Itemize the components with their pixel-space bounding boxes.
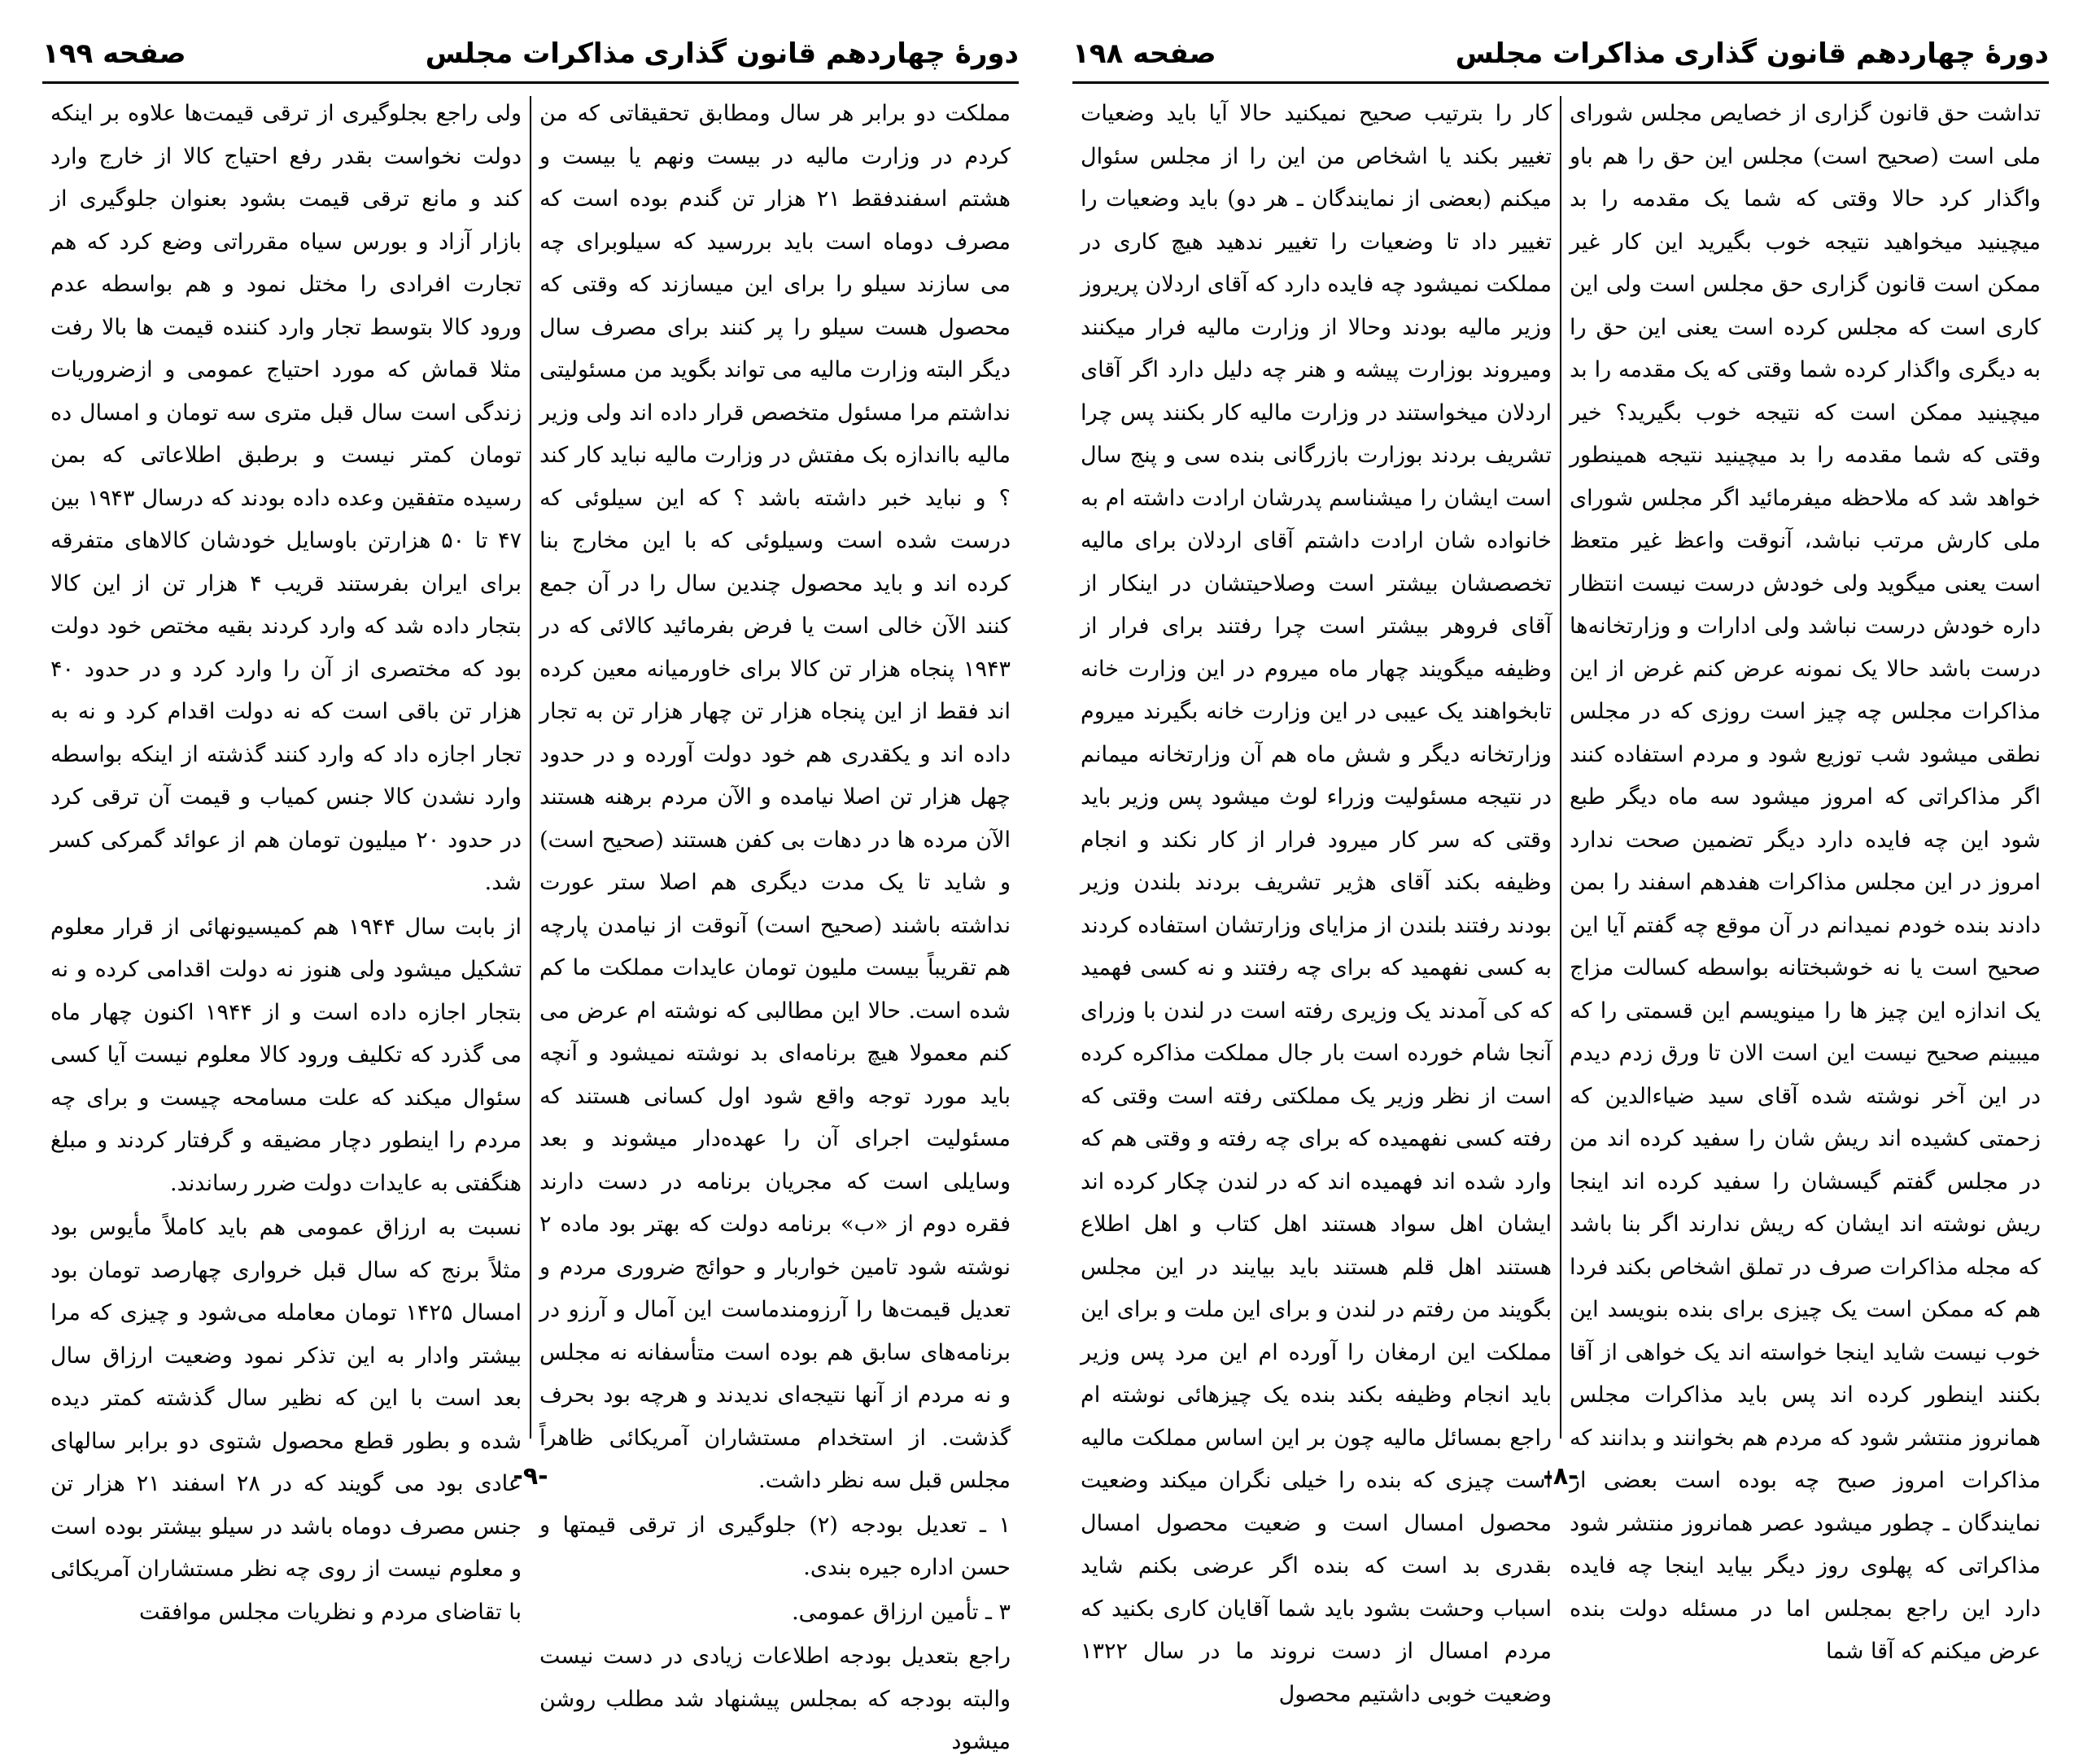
column-divider xyxy=(530,96,531,1439)
column-divider xyxy=(1560,96,1561,1439)
page-number-label: صفحه ۱۹۸ xyxy=(1072,37,1216,70)
page-footer-number: -۹- xyxy=(513,1462,548,1491)
paragraph: ولی راجع بجلوگیری از ترقی قیمت‌ها علاوه بر اینکه دولت نخواست بقدر رفع احتیاج کالا از خارج وارد کند و مانع ترقی قیمت بشود بعنوان جلوگیری از بازار آزاد و بورس سیاه مقرراتی وضع کرد که هم تجارت افرادی را مختل نمود و هم بواسطه عدم ورود کالا بتوسط تجار وارد کننده قیمت ها بالا رفت مثلا قماش که مورد احتیاج عمومی و ازضروریات زندگی است سال قبل متری سه تومان و امسال ده تومان کمتر نیست و برطبق اطلاعاتی که بمن رسیده متفقین وعده داده بودند که درسال ۱۹۴۳ بین ۴۷ تا ۵۰ هزارتن باوسایل خودشان کالاهای متفرقه برای ایران بفرستند قریب ۴ هزار تن از این کالا بتجار داده شد که وارد کردند بقیه مختص خود دولت بود که مختصری از آن را وارد کرد و در حدود ۴۰ هزار تن باقی است که نه دولت اقدام کرد و نه به تجار اجازه داد که وارد کنند گذشته از اینکه بواسطه وارد نشدن کالا جنس کمیاب و قیمت آن ترقی کرد در حدود ۲۰ میلیون تومان هم از عوائد گمرکی کسر شد. xyxy=(50,101,522,895)
text-column-left xyxy=(42,93,530,1625)
page-number-label: صفحه ۱۹۹ xyxy=(42,37,186,70)
text-columns xyxy=(42,93,1019,1754)
paragraph: تداشت حق قانون گزاری از خصایص مجلس شورای ملی است (صحیح است) مجلس این حق را هم باو واگذار کرد حالا وقتی که شما یک مقدمه را بد میچینید میخواهید نتیجه خوب بگیرید این کار غیر ممکن است قانون گزاری حق مجلس است ولی این کاری است که مجلس کرده است یعنی این حق را به دیگری واگذار کرده شما وقتی که یک مقدمه را بد میچینید ممکن است که نتیجه خوب بگیرید؟ خیر وقتی که شما مقدمه را بد میچینید نتیجه همینطور خواهد شد که ملاحظه میفرمائید اگر مجلس شورای ملی کارش مرتب نباشد، آنوقت واعظ غیر متعظ است یعنی میگوید ولی خودش درست نیست انتظار داره خودش درست نباشد ولی ادارات و وزارتخانه‌ها درست باشد حالا یک نمونه عرض کنم غرض از این مذاکرات مجلس چه چیز است روزی که در مجلس نطقی میشود شب توزیع شود و مردم استفاده کنند اگر مذاکراتی که امروز میشود سه ماه دیگر طبع شود این چه فایده دارد دیگر تضمین صحت ندارد امروز در این مجلس مذاکرات هفدهم اسفند را بمن دادند بنده خودم نمیدانم در آن موقع چه گفتم آیا این صحیح است یا نه خوشبختانه بواسطه کسالت مزاج یک اندازه این چیز ها را مینویسم این قسمتی را که میبینم صحیح نیست این است الان تا ورق زدم دیدم در این آخر نوشته شده آقای سید ضیاءالدین که زحمتی کشیده اند ریش شان را سفید کرده اند من در مجلس گفتم گیسشان را سفید کرده اند اینجا ریش نوشته اند ایشان که ریش ندارند اگر بنا باشد که مجله مذاکرات صرف در تملق اشخاص بکند فردا هم که ممکن است یک چیزی برای بنده بنویسد این خوب نیست شاید اینجا خواسته اند یک خواهی از آقا بکنند اینطور کرده اند پس باید مذاکرات مجلس همانروز منتشر شود که مردم هم بخوانند و بدانند که مذاکرات امروز صبح چه بوده است بعضی از نمایندگان ـ چطور میشود عصر همانروز منتشر شود مذاکراتی که پهلوی روز دیگر بیاید اینجا چه فایده دارد این راجع بمجلس اما در مسئله دولت بنده عرض میکنم که آقا شما xyxy=(1570,101,2041,1664)
journal-title: مذاکرات مجلس xyxy=(425,37,636,70)
paragraph: از بابت سال ۱۹۴۴ هم کمیسیونهائی از قرار معلوم تشکیل میشود ولی هنوز نه دولت اقدامی کرده و نه بتجار اجازه داده است و از ۱۹۴۴ اکنون چهار ماه می گذرد که تکلیف ورود کالا معلوم نیست آیا کسی سئوال میکند که علت مسامحه چیست و برای چه مردم را اینطور دچار مضیقه و گرفتار کردند و مبلغ هنگفتی به عایدات دولت ضرر رساندند. xyxy=(50,914,522,1196)
paragraph: ۱ ـ تعدیل بودجه (۲) جلوگیری از ترقی قیمتها و حسن اداره جیره بندی. xyxy=(539,1512,1011,1580)
journal-title: مذاکرات مجلس xyxy=(1455,37,1666,70)
text-columns xyxy=(1072,93,2049,1707)
page-header xyxy=(42,33,1019,84)
session-title: دورهٔ چهاردهم قانون گذاری xyxy=(644,37,1019,70)
page-199 xyxy=(42,33,1019,1754)
session-title: دورهٔ چهاردهم قانون گذاری xyxy=(1674,37,2049,70)
paragraph: کار را بترتیب صحیح نمیکنید حالا آیا باید وضعیات تغییر بکند یا اشخاص من این را از مجلس سئوال میکنم (بعضی از نمایندگان ـ هر دو) باید وضعیات را تغییر داد تا وضعیات را تغییر ندهید هیچ کاری در مملکت نمیشود چه فایده دارد که آقای اردلان پریروز وزیر مالیه بودند وحالا از وزارت مالیه فرار میکنند ومیروند بوزارت پیشه و هنر چه دلیل دارد اگر آقای اردلان میخواستند در وزارت مالیه کار بکنند پس چرا تشریف بردند بوزارت بازرگانی بنده سی و پنج سال است ایشان را میشناسم پدرشان ارادت داشته ام به خانواده شان ارادت داشتم آقای اردلان برای مالیه تخصصشان بیشتر است وصلاحیتشان در اینکار از آقای فروهر بیشتر است چرا رفتند برای فرار از وظیفه میگویند چهار ماه میروم در این وزارت خانه تابخواهند یک عیبی در این وزارت خانه بگیرند میروم وزارتخانه دیگر و شش ماه هم آن وزارتخانه میمانم در نتیجه مسئولیت وزراء لوث میشود پس وزیر باید وقتی که سر کار میرود فرار از کار نکند و انجام وظیفه بکند آقای هژیر تشریف بردند بلندن وزیر بودند رفتند بلندن از مزایای وزارتشان استفاده کردند به کسی نفهمید که برای چه رفتند و نه کسی فهمید که کی آمدند یک وزیری رفته است در لندن با وزرای آنجا شام خورده است بار جال مملکت مذاکره کرده است از نظر وزیر یک مملکتی رفته است وقتی که رفته کسی نفهمیده که برای چه رفته و وقتی هم که وارد شده اند فهمیده اند که در لندن چکار کرده اند ایشان اهل سواد هستند اهل کتاب و اهل اطلاع هستند اهل قلم هستند باید بیایند در این مجلس بگویند من رفتم در لندن و برای این ملت و برای این مملکت این ارمغان را آورده ام این مرد پس وزیر باید انجام وظیفه بکند بنده یک چیزهائی نوشته ام راجع بمسائل مالیه چون بر این اساس مملکت مالیه است چیزی که بنده را خیلی نگران میکند وضعیت محصول امسال است و ضعیت محصول امسال بقدری بد است که بنده اگر عرضی بکنم شاید اسباب وحشت بشود باید شما آقایان کاری بکنید که مردم امسال از دست نروند ما در سال ۱۳۲۲ وضعیت خوبی داشتیم محصول xyxy=(1081,101,1552,1707)
paragraph: ۳ ـ تأمین ارزاق عمومی. xyxy=(792,1599,1011,1625)
page-198 xyxy=(1072,33,2049,1707)
paragraph: نسبت به ارزاق عمومی هم باید کاملاً مأیوس بود مثلاً برنج که سال قبل خرواری چهارصد تومان بود امسال ۱۴۲۵ تومان معامله می‌شود و چیزی که مرا بیشتر وادار به این تذکر نمود وضعیت ارزاق سال بعد است با این که نظیر سال گذشته کمتر دیده شده و بطور قطع محصول شتوی دو برابر سالهای عادی بود می گویند که در ۲۸ اسفند ۲۱ هزار تن جنس مصرف دوماه باشد در سیلو بیشتر بوده است و معلوم نیست از روی چه نظر مستشاران آمریکائی با تقاضای مردم و نظریات مجلس موافقت xyxy=(50,1215,522,1625)
page-footer-number: -۸- xyxy=(1543,1462,1579,1491)
paragraph: راجع بتعدیل بودجه اطلاعات زیادی در دست نیست والبته بودجه که بمجلس پیشنهاد شد مطلب روشن میشود xyxy=(539,1644,1011,1754)
text-column-right xyxy=(1561,93,2049,1664)
text-column-right xyxy=(531,93,1019,1754)
page-header xyxy=(1072,33,2049,84)
text-column-left xyxy=(1072,93,1560,1707)
paragraph: مملکت دو برابر هر سال ومطابق تحقیقاتی که من کردم در وزارت مالیه در بیست ونهم یا بیست و هشتم اسفندفقط ۲۱ هزار تن گندم بوده است که مصرف دوماه است باید بررسید که سیلوبرای چه می سازند سیلو را برای این میسازند که وقتی که محصول هست سیلو را پر کنند برای مصرف سال دیگر البته وزارت مالیه می تواند بگوید من مسئولیتی نداشتم مرا مسئول متخصص قرار داده اند ولی وزیر مالیه بااندازه بک مفتش در وزارت مالیه نباید کار کند ؟ و نباید خبر داشته باشد ؟ که این سیلوئی که درست شده است وسیلوئی که با این مخارج بنا کرده اند و باید محصول چندین سال را در آن جمع کنند الآن خالی است یا فرض بفرمائید کالائی که در ۱۹۴۳ پنجاه هزار تن کالا برای خاورمیانه معین کرده اند فقط از این پنجاه هزار تن چهار هزار تن به تجار داده اند و یکقدری هم خود دولت آورده و در حدود چهل هزار تن اصلا نیامده و الآن مردم برهنه هستند الآن مرده ها در دهات بی کفن هستند (صحیح است) و شاید تا یک مدت دیگری هم اصلا ستر عورت نداشته باشند (صحیح است) آنوقت از نیامدن پارچه هم تقریباً بیست ملیون تومان عایدات مملکت ما کم شده است. حالا این مطالبی که نوشته ام عرض می کنم معمولا هیچ برنامه‌ای بد نوشته نمیشود و آنچه باید مورد توجه واقع شود اول کسانی هستند که مسئولیت اجرای آن را عهده‌دار میشوند و بعد وسایلی است که مجریان برنامه در دست دارند فقره دوم از «ب» برنامه دولت که بهتر بود ماده ۲ نوشته شود تامین خواربار و حوائج ضروری مردم و تعدیل قیمت‌ها را آرزومندماست این آمال و آرزو در برنامه‌های سابق هم بوده است متأسفانه نه مجلس و نه مردم از آنها نتیجه‌ای ندیدند و هرچه بود بحرف گذشت. از استخدام مستشاران آمریکائی ظاهراً مجلس قبل سه نظر داشت. xyxy=(539,101,1011,1493)
